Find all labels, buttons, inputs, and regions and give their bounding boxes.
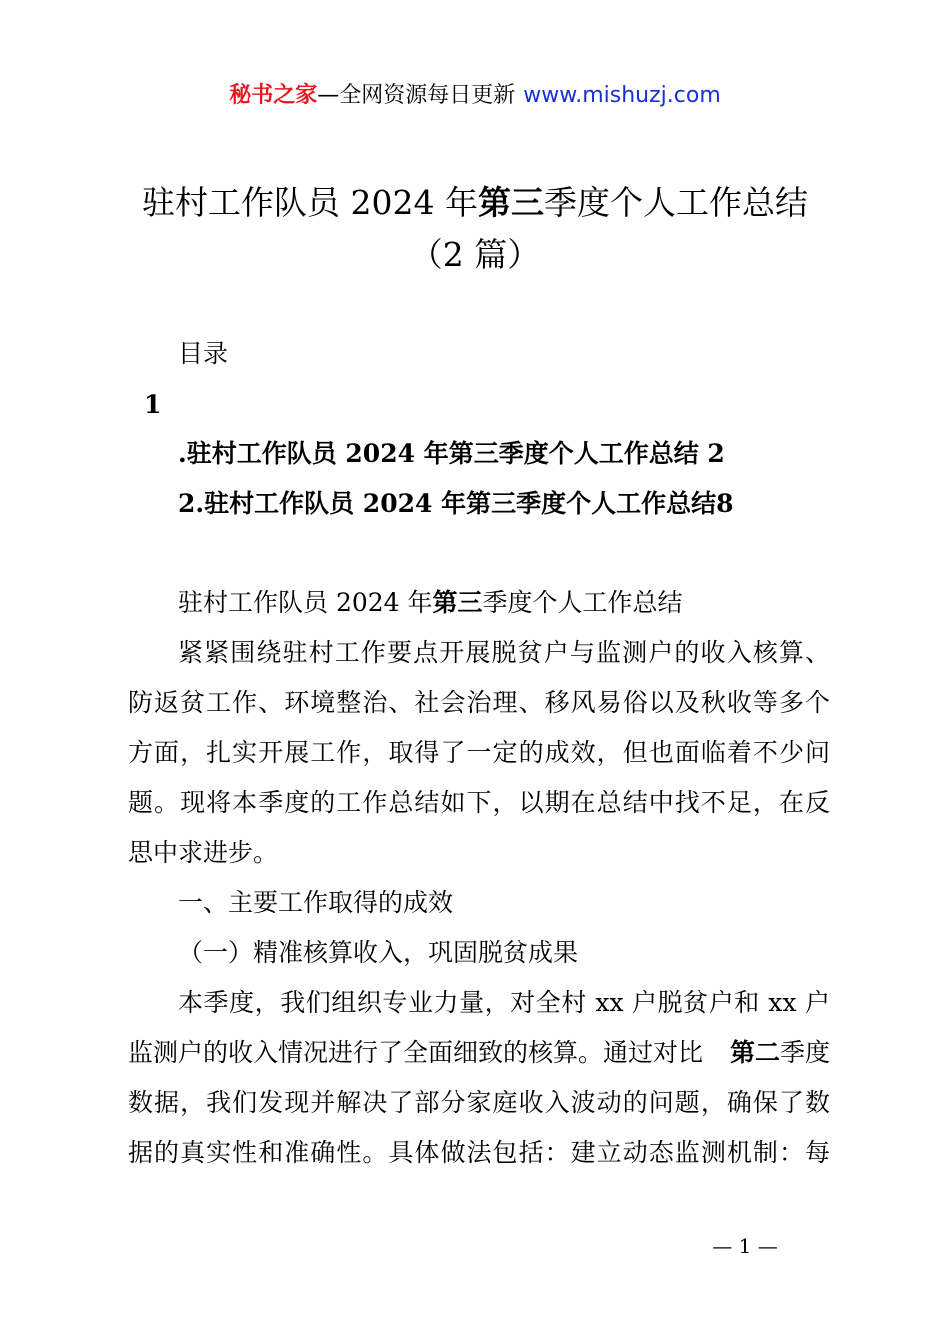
paragraph-line: 题。现将本季度的工作总结如下，以期在总结中找不足，在反 — [128, 788, 830, 817]
article-title-part1: 驻村工作队员 2024 年 — [178, 588, 433, 617]
paragraph-line: 思中求进步。 — [128, 838, 279, 867]
article-title — [178, 586, 683, 620]
document-subtitle: （2 篇） — [409, 235, 541, 274]
brand-name: 秘书之家 — [229, 83, 318, 108]
paragraph-text: 监测户的收入情况进行了全面细致的核算。通过对比 — [128, 1038, 704, 1067]
paragraph-line: 方面，扎实开展工作，取得了一定的成效，但也面临着不少问 — [128, 738, 830, 767]
title-part1: 驻村工作队员 2024 年 — [142, 183, 478, 222]
section-heading: 一、主要工作取得的成效 — [178, 888, 454, 917]
paragraph-emphasis — [730, 1036, 830, 1070]
toc-entry-2[interactable]: 2.驻村工作队员 2024 年第三季度个人工作总结8 — [178, 489, 734, 518]
emphasis-ordinal: 第二 — [729, 1038, 780, 1067]
title-ordinal: 第三 — [477, 183, 544, 222]
site-url-link[interactable]: www.mishuzj.com — [523, 83, 721, 108]
header-dash: — — [317, 83, 340, 108]
paragraph-line: 防返贫工作、环境整治、社会治理、移风易俗以及秋收等多个 — [128, 688, 830, 717]
document-title — [0, 180, 950, 226]
paragraph-line: 数据，我们发现并解决了部分家庭收入波动的问题，确保了数 — [128, 1088, 830, 1117]
toc-entry-1[interactable]: .驻村工作队员 2024 年第三季度个人工作总结 2 — [178, 439, 725, 468]
header-tagline: 全网资源每日更新 — [339, 83, 516, 108]
page-number: — 1 — — [712, 1234, 778, 1258]
subsection-heading: （一）精准核算收入，巩固脱贫成果 — [178, 938, 579, 967]
paragraph-text: 季度 — [779, 1038, 830, 1067]
toc-heading: 目录 — [178, 339, 229, 368]
paragraph-line: 紧紧围绕驻村工作要点开展脱贫户与监测户的收入核算、 — [178, 638, 830, 667]
toc-number-1: 1 — [144, 390, 162, 419]
article-title-part2: 季度个人工作总结 — [482, 588, 683, 617]
paragraph-line: 本季度，我们组织专业力量，对全村 xx 户脱贫户和 xx 户 — [178, 988, 830, 1017]
paragraph-line: 据的真实性和准确性。具体做法包括：建立动态监测机制：每 — [128, 1138, 830, 1167]
site-header — [0, 80, 950, 112]
paragraph-line — [128, 1036, 830, 1070]
title-part2: 季度个人工作总结 — [543, 183, 808, 222]
article-title-ordinal: 第三 — [432, 588, 483, 617]
